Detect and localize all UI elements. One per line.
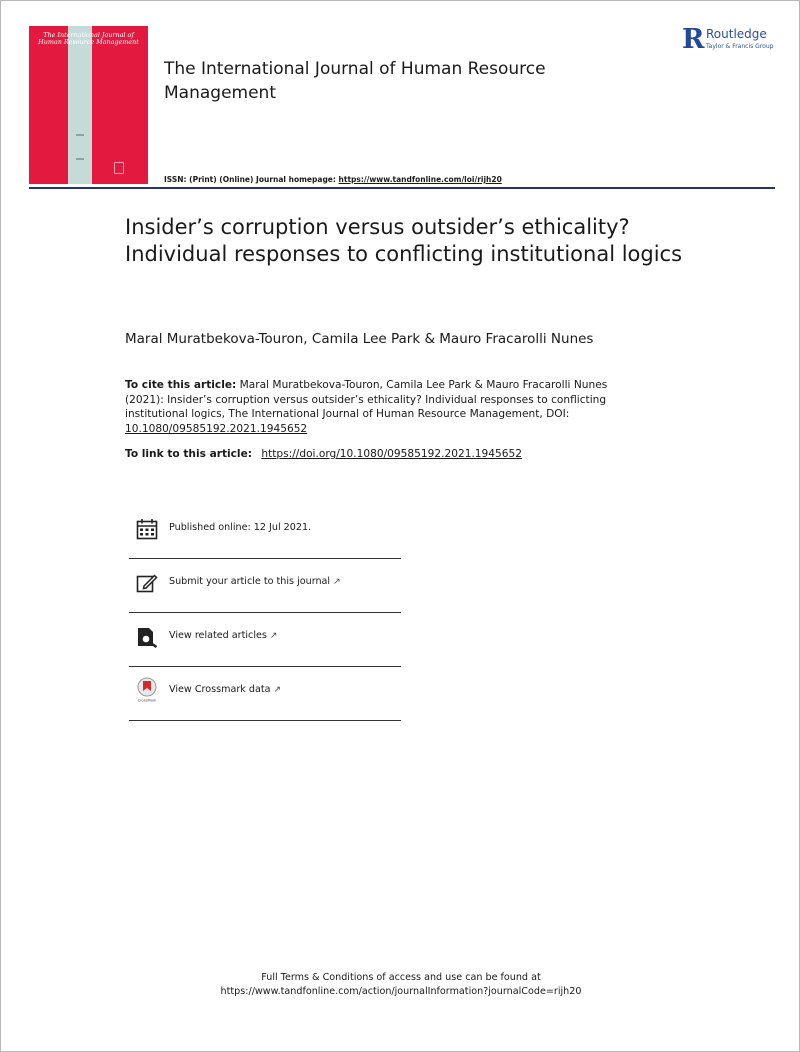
external-link-icon: ↗	[333, 577, 341, 587]
cite-label: To cite this article:	[125, 379, 237, 391]
journal-homepage-link[interactable]: https://www.tandfonline.com/loi/rijh20	[338, 175, 502, 184]
journal-cover-image	[29, 26, 148, 184]
crossmark-badge-label: CrossMark	[137, 698, 157, 703]
article-authors: Maral Muratbekova-Touron, Camila Lee Park & Mauro Fracarolli Nunes	[125, 331, 594, 347]
footer-terms-link[interactable]: https://www.tandfonline.com/action/journalInformation?journalCode=rijh20	[220, 986, 582, 997]
related-articles-label: View related articles	[169, 630, 267, 641]
submit-article-label: Submit your article to this journal	[169, 576, 331, 587]
issn-line	[164, 175, 502, 184]
publisher-group: Taylor & Francis Group	[706, 43, 774, 50]
crossmark-link[interactable]	[169, 684, 281, 695]
external-link-icon: ↗	[269, 631, 278, 641]
article-link-line	[125, 448, 522, 460]
submit-article-row[interactable]	[129, 558, 401, 613]
related-articles-link[interactable]	[169, 630, 277, 641]
link-label: To link to this article:	[125, 448, 252, 460]
crossmark-label: View Crossmark data	[169, 684, 271, 695]
article-title: Insider’s corruption versus outsider’s ethicality? Individual responses to conflicting institutional logics	[125, 215, 683, 266]
cover-mark	[76, 134, 84, 136]
calendar-icon	[136, 518, 158, 540]
crossmark-icon	[136, 677, 158, 703]
footer-terms	[151, 971, 651, 999]
journal-title: The International Journal of Human Resource Management	[164, 59, 546, 103]
edit-icon	[136, 572, 158, 594]
citation-block	[125, 378, 645, 436]
cover-publisher-mark	[114, 162, 124, 174]
routledge-logo-icon: R	[682, 24, 705, 55]
published-date: Published online: 12 Jul 2021.	[169, 522, 312, 533]
submit-article-link[interactable]	[169, 576, 341, 587]
cite-text: Maral Muratbekova-Touron, Camila Lee Park & Mauro Fracarolli Nunes (2021): Insider’s corruption versus outsider’s ethicality? Individual responses to conflicting institutional logics, The International Journal of Human Resource Management, DOI:	[125, 379, 608, 420]
publisher-name: Routledge	[706, 27, 767, 41]
cite-doi-link[interactable]: 10.1080/09585192.2021.1945652	[125, 422, 308, 435]
crossmark-row[interactable]	[129, 666, 401, 721]
publisher-logo	[682, 24, 782, 57]
article-doi-link[interactable]: https://doi.org/10.1080/09585192.2021.1945652	[261, 448, 522, 460]
issn-label: ISSN: (Print) (Online) Journal homepage:	[164, 175, 336, 184]
external-link-icon: ↗	[273, 685, 282, 695]
related-articles-row[interactable]	[129, 612, 401, 667]
cover-strip	[68, 26, 92, 184]
cover-title: The International Journal of Human Resource Management	[38, 31, 139, 47]
footer-text: Full Terms & Conditions of access and use can be found at	[261, 972, 541, 983]
cover-mark	[76, 158, 84, 160]
published-row	[129, 504, 401, 559]
header-divider	[29, 187, 775, 189]
document-search-icon	[136, 626, 158, 648]
